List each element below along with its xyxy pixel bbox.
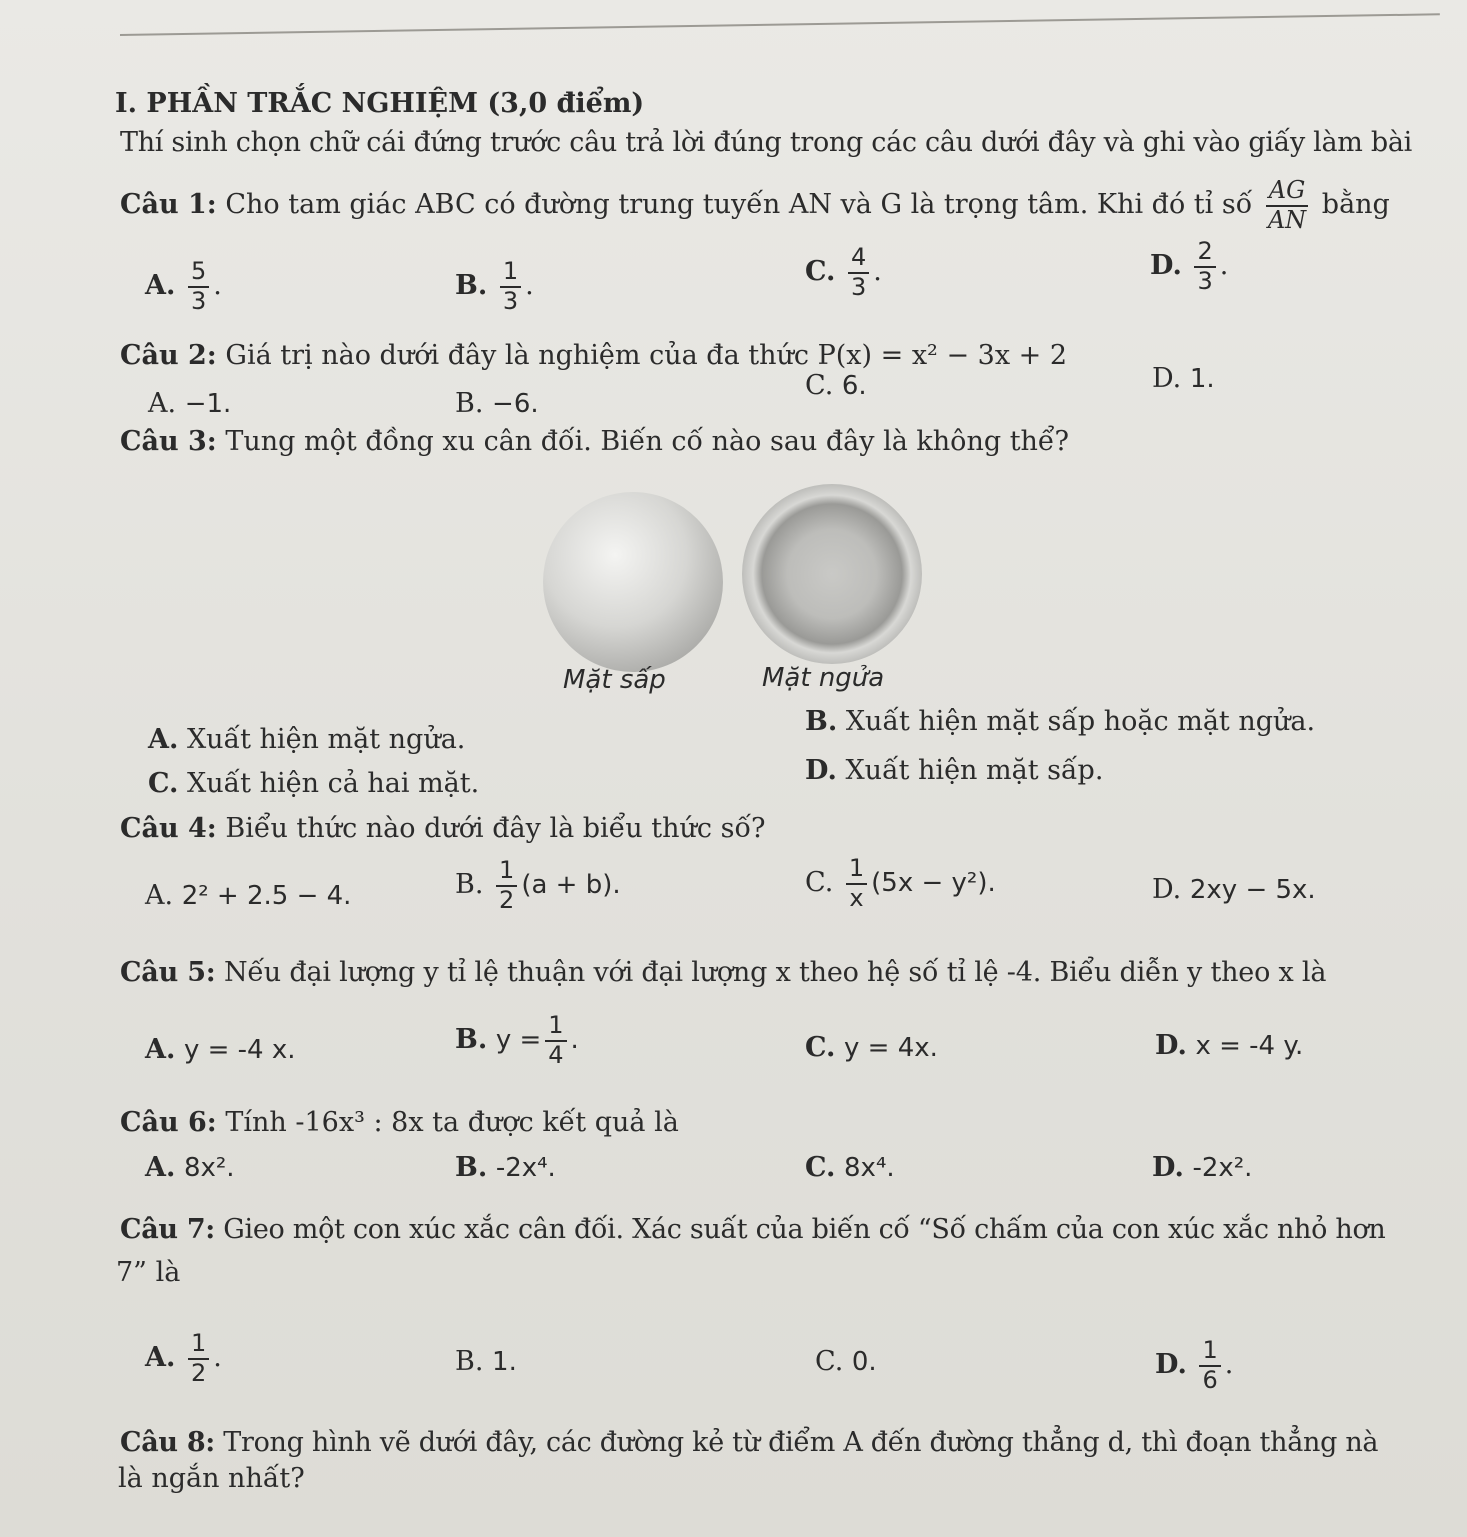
q1-option-c-num: 4 <box>848 244 869 274</box>
q2-option-b-letter: B. <box>455 388 484 419</box>
q7-option-a-num: 1 <box>188 1330 209 1360</box>
q5-option-a[interactable] <box>145 1034 296 1065</box>
q3-text: Tung một đồng xu cân đối. Biến cố nào sau đây là không thể? <box>225 426 1070 457</box>
instruction: Thí sinh chọn chữ cái đứng trước câu trả lời đúng trong các câu dưới đây và ghi vào giấy làm bài <box>120 127 1413 158</box>
question-2 <box>120 340 1067 371</box>
q6-option-b-value: -2x⁴. <box>495 1153 556 1183</box>
q7-option-b-value: 1. <box>492 1347 517 1377</box>
q4-option-c-den: x <box>849 883 864 912</box>
q1-option-c-den: 3 <box>851 272 867 301</box>
q1-option-d[interactable]: D. $\frac{2}{3}$ . <box>1150 237 1229 295</box>
question-7 <box>120 1214 1386 1245</box>
q7-option-d-frac <box>1199 1337 1220 1394</box>
q6-option-a-letter: A. <box>145 1152 176 1183</box>
question-3 <box>120 426 1069 457</box>
q4-option-d[interactable] <box>1152 874 1316 905</box>
q2-text: Giá trị nào dưới đây là nghiệm của đa thức P(x) = x² − 3x + 2 <box>225 340 1068 371</box>
q3-option-c[interactable] <box>148 768 479 799</box>
q7-option-a-den: 2 <box>190 1358 207 1387</box>
q7-option-d-num: 1 <box>1199 1337 1220 1367</box>
q1-option-a-num: 5 <box>188 258 209 288</box>
q3-option-a[interactable] <box>148 724 465 755</box>
q4-option-c[interactable] <box>805 855 996 912</box>
q2-option-c[interactable] <box>805 370 867 401</box>
q6-option-c-letter: C. <box>805 1152 836 1183</box>
q7-option-a-frac <box>188 1330 209 1387</box>
q3-option-d-letter: D. <box>805 755 837 786</box>
q5-option-b-num: 1 <box>545 1012 566 1042</box>
question-4 <box>120 813 765 844</box>
q2-option-b-value: −6. <box>492 389 539 419</box>
q7-label: Câu 7: <box>120 1214 215 1245</box>
q1-option-a-den: 3 <box>190 286 207 315</box>
q2-option-d[interactable] <box>1152 363 1215 394</box>
q1-option-d-den: 3 <box>1197 266 1213 295</box>
q5-option-b-letter: B. <box>455 1024 488 1056</box>
q8-text: Trong hình vẽ dưới đây, các đường kẻ từ điểm A đến đường thẳng d, thì đoạn thẳng nà <box>223 1427 1379 1458</box>
q4-option-b-letter: B. <box>455 869 484 901</box>
q4-option-c-frac <box>846 855 867 912</box>
q1-option-b-den: 3 <box>502 286 519 315</box>
section-title: I. PHẦN TRẮC NGHIỆM (3,0 điểm) <box>115 88 645 119</box>
q3-option-b[interactable] <box>805 706 1315 737</box>
q6-option-b[interactable] <box>455 1152 556 1183</box>
coin-tails-label: Mặt sấp <box>563 665 666 695</box>
q4-option-c-letter: C. <box>805 867 834 899</box>
q2-option-c-value: 6. <box>841 371 867 401</box>
q7-option-d-value: . <box>1224 1349 1234 1381</box>
q5-option-c-letter: C. <box>805 1032 836 1063</box>
q5-option-b-prefix: y = <box>495 1025 542 1056</box>
q4-option-d-letter: D. <box>1152 874 1182 905</box>
q1-option-b-frac <box>500 258 521 315</box>
q1-option-d-letter: D. <box>1150 250 1182 282</box>
q7-option-a-value: . <box>213 1342 222 1374</box>
q2-option-d-letter: D. <box>1152 363 1182 394</box>
question-1 <box>120 177 1390 234</box>
q3-option-d-value: Xuất hiện mặt sấp. <box>845 755 1104 786</box>
q5-option-b-value: . <box>570 1025 579 1056</box>
q2-option-a-value: −1. <box>184 389 232 419</box>
q7-option-b-letter: B. <box>455 1346 484 1377</box>
q1-option-c-letter: C. <box>805 256 836 288</box>
q1-option-c-frac <box>848 244 869 301</box>
q6-option-a-value: 8x². <box>183 1153 235 1183</box>
q3-option-b-value: Xuất hiện mặt sấp hoặc mặt ngửa. <box>845 706 1316 737</box>
q5-option-c[interactable] <box>805 1032 938 1063</box>
q4-text: Biểu thức nào dưới đây là biểu thức số? <box>225 813 766 844</box>
q4-option-c-value: (5x − y²). <box>871 868 996 899</box>
q4-option-b-value: (a + b). <box>521 870 621 901</box>
q4-option-b-frac <box>496 857 517 914</box>
q6-option-d-value: -2x². <box>1192 1153 1253 1183</box>
q4-option-b[interactable] <box>455 857 621 914</box>
q3-option-a-letter: A. <box>148 724 179 755</box>
q2-label: Câu 2: <box>120 340 217 371</box>
q1-option-a[interactable]: A. $\frac{5}{3}$ . <box>145 257 222 315</box>
q7-option-c-letter: C. <box>815 1346 844 1377</box>
q5-option-a-value: y = -4 x. <box>183 1035 296 1065</box>
q2-option-b[interactable] <box>455 388 539 419</box>
q1-ratio <box>1265 177 1309 234</box>
q7-option-b[interactable] <box>455 1346 517 1377</box>
q1-ratio-num: AG <box>1266 177 1309 207</box>
q4-option-c-num: 1 <box>846 855 867 885</box>
question-5 <box>120 957 1326 988</box>
q2-option-a[interactable] <box>148 388 231 419</box>
q3-option-d[interactable] <box>805 755 1103 786</box>
q1-option-d-frac <box>1194 238 1215 295</box>
q7-option-c[interactable] <box>815 1346 877 1377</box>
q1-option-b-letter: B. <box>455 270 488 302</box>
q3-option-a-value: Xuất hiện mặt ngửa. <box>186 724 466 755</box>
q4-option-b-den: 2 <box>499 885 515 914</box>
q3-option-c-value: Xuất hiện cả hai mặt. <box>187 768 480 799</box>
q5-option-c-value: y = 4x. <box>844 1033 938 1063</box>
q7-option-a[interactable] <box>145 1330 222 1387</box>
q2-option-c-letter: C. <box>805 370 834 401</box>
q4-option-a-value: 2² + 2.5 − 4. <box>181 881 352 911</box>
q6-option-c-value: 8x⁴. <box>844 1153 895 1183</box>
q3-option-c-letter: C. <box>148 768 179 799</box>
coin-heads-label: Mặt ngửa <box>762 663 885 693</box>
q1-label: Câu 1: <box>120 189 217 221</box>
q1-option-a-frac <box>188 258 209 315</box>
q3-option-b-letter: B. <box>805 706 838 737</box>
q7-text: Gieo một con xúc xắc cân đối. Xác suất của biến cố “Số chấm của con xúc xắc nhỏ hơn <box>223 1214 1386 1245</box>
q1-tail: bằng <box>1321 189 1390 221</box>
q5-text: Nếu đại lượng y tỉ lệ thuận với đại lượng x theo hệ số tỉ lệ -4. Biểu diễn y theo x là <box>223 957 1327 988</box>
q5-option-b[interactable] <box>455 1012 579 1069</box>
q4-option-d-value: 2xy − 5x. <box>1189 875 1316 905</box>
q6-option-b-letter: B. <box>455 1152 488 1183</box>
q7-option-a-letter: A. <box>145 1342 176 1374</box>
q3-label: Câu 3: <box>120 426 217 457</box>
q4-label: Câu 4: <box>120 813 217 844</box>
q5-option-a-letter: A. <box>145 1034 176 1065</box>
question-8 <box>120 1427 1378 1458</box>
question-6 <box>120 1107 679 1138</box>
q5-option-b-frac <box>545 1012 566 1069</box>
top-divider <box>120 13 1440 36</box>
q5-option-d[interactable] <box>1155 1030 1303 1061</box>
q4-option-b-num: 1 <box>496 857 517 887</box>
q2-option-a-letter: A. <box>148 388 177 419</box>
q1-option-b-num: 1 <box>500 258 521 288</box>
q1-option-a-letter: A. <box>145 270 176 302</box>
coin-heads-image <box>742 484 922 664</box>
q1-option-b[interactable]: B. $\frac{1}{3}$ . <box>455 257 534 315</box>
q5-option-d-value: x = -4 y. <box>1195 1031 1304 1061</box>
q6-option-a[interactable] <box>145 1152 235 1183</box>
q7-option-d-letter: D. <box>1155 1349 1187 1381</box>
q7-option-d[interactable] <box>1155 1337 1233 1394</box>
q7-option-c-value: 0. <box>851 1347 877 1377</box>
q6-label: Câu 6: <box>120 1107 217 1138</box>
q6-option-d[interactable] <box>1152 1152 1252 1183</box>
q1-option-d-num: 2 <box>1194 238 1215 268</box>
q7-text-cont: 7” là <box>116 1257 181 1288</box>
q8-text-cont: là ngắn nhất? <box>118 1463 305 1494</box>
q5-label: Câu 5: <box>120 957 216 988</box>
q5-option-d-letter: D. <box>1155 1030 1187 1061</box>
q4-option-a[interactable] <box>145 880 351 911</box>
q4-option-a-letter: A. <box>145 880 174 911</box>
q8-label: Câu 8: <box>120 1427 215 1458</box>
coin-tails-image <box>543 492 723 672</box>
q5-option-b-den: 4 <box>548 1040 564 1069</box>
q1-text: Cho tam giác ABC có đường trung tuyến AN và G là trọng tâm. Khi đó tỉ số <box>225 189 1253 221</box>
q1-option-c[interactable]: C. $\frac{4}{3}$ . <box>805 243 882 301</box>
q7-option-d-den: 6 <box>1202 1365 1218 1394</box>
q6-option-c[interactable] <box>805 1152 895 1183</box>
q6-option-d-letter: D. <box>1152 1152 1184 1183</box>
q2-option-d-value: 1. <box>1189 364 1215 394</box>
q1-ratio-den: AN <box>1267 205 1307 234</box>
q6-text: Tính -16x³ : 8x ta được kết quả là <box>225 1107 679 1138</box>
